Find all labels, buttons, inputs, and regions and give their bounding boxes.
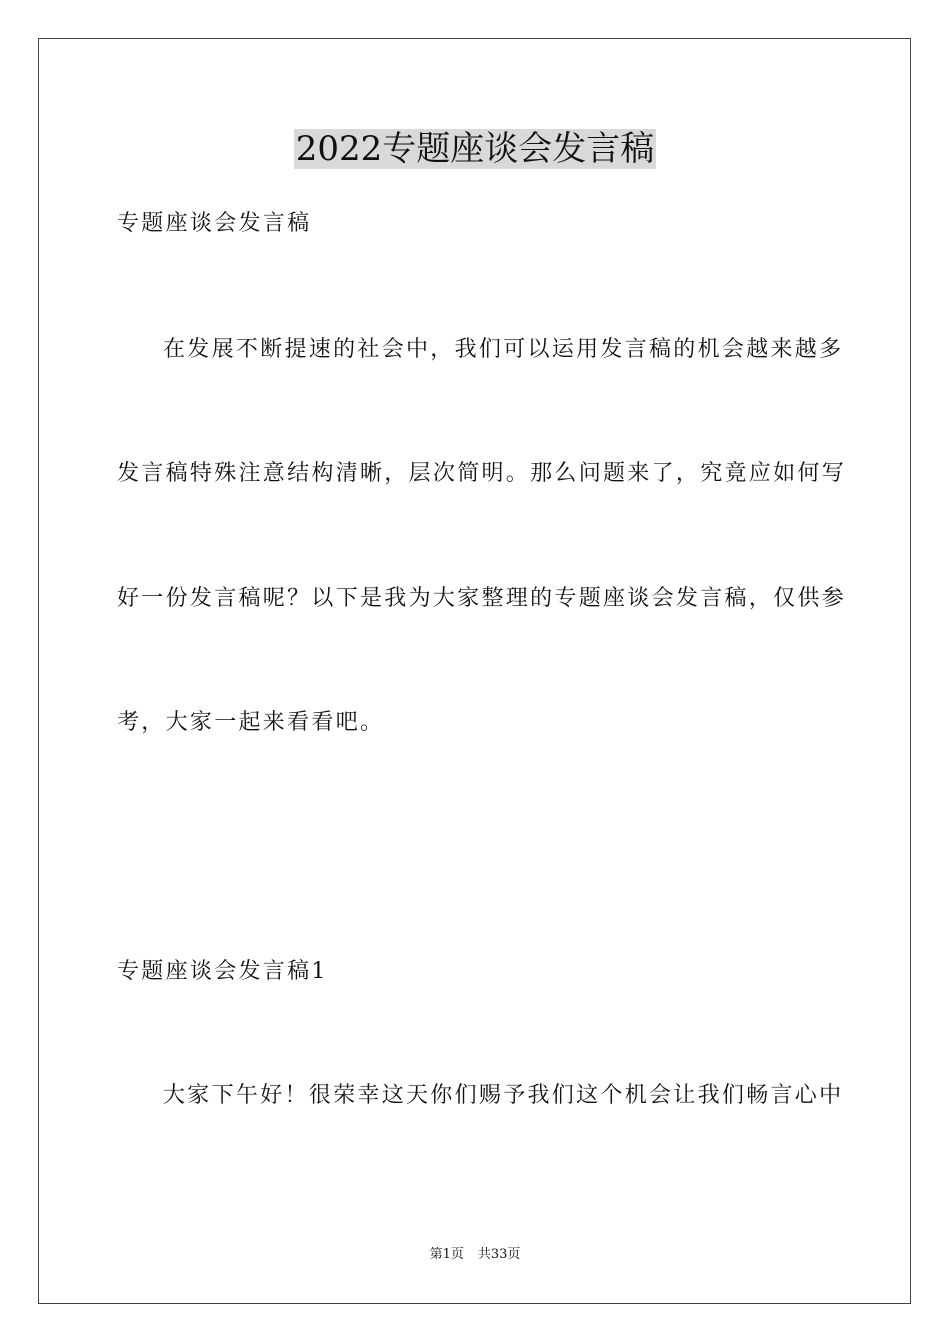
paragraph-line: 在发展不断提速的社会中，我们可以运用发言稿的机会越来越多 (163, 337, 844, 362)
document-title-text: 2022专题座谈会发言稿 (295, 129, 655, 169)
page-number: 第1页 (429, 1247, 464, 1262)
page-footer (0, 1246, 950, 1264)
paragraph-line: 考，大家一起来看看吧。 (117, 710, 385, 735)
section-heading: 专题座谈会发言稿1 (117, 959, 328, 984)
document-heading: 专题座谈会发言稿 (117, 211, 312, 236)
paragraph-line: 发言稿特殊注意结构清晰，层次简明。那么问题来了，究竟应如何写 (117, 461, 847, 486)
document-title (0, 126, 950, 172)
paragraph-line: 好一份发言稿呢？以下是我为大家整理的专题座谈会发言稿，仅供参 (117, 586, 847, 611)
page-total: 共33页 (477, 1247, 521, 1262)
paragraph-line: 大家下午好！很荣幸这天你们赐予我们这个机会让我们畅言心中 (163, 1083, 844, 1108)
